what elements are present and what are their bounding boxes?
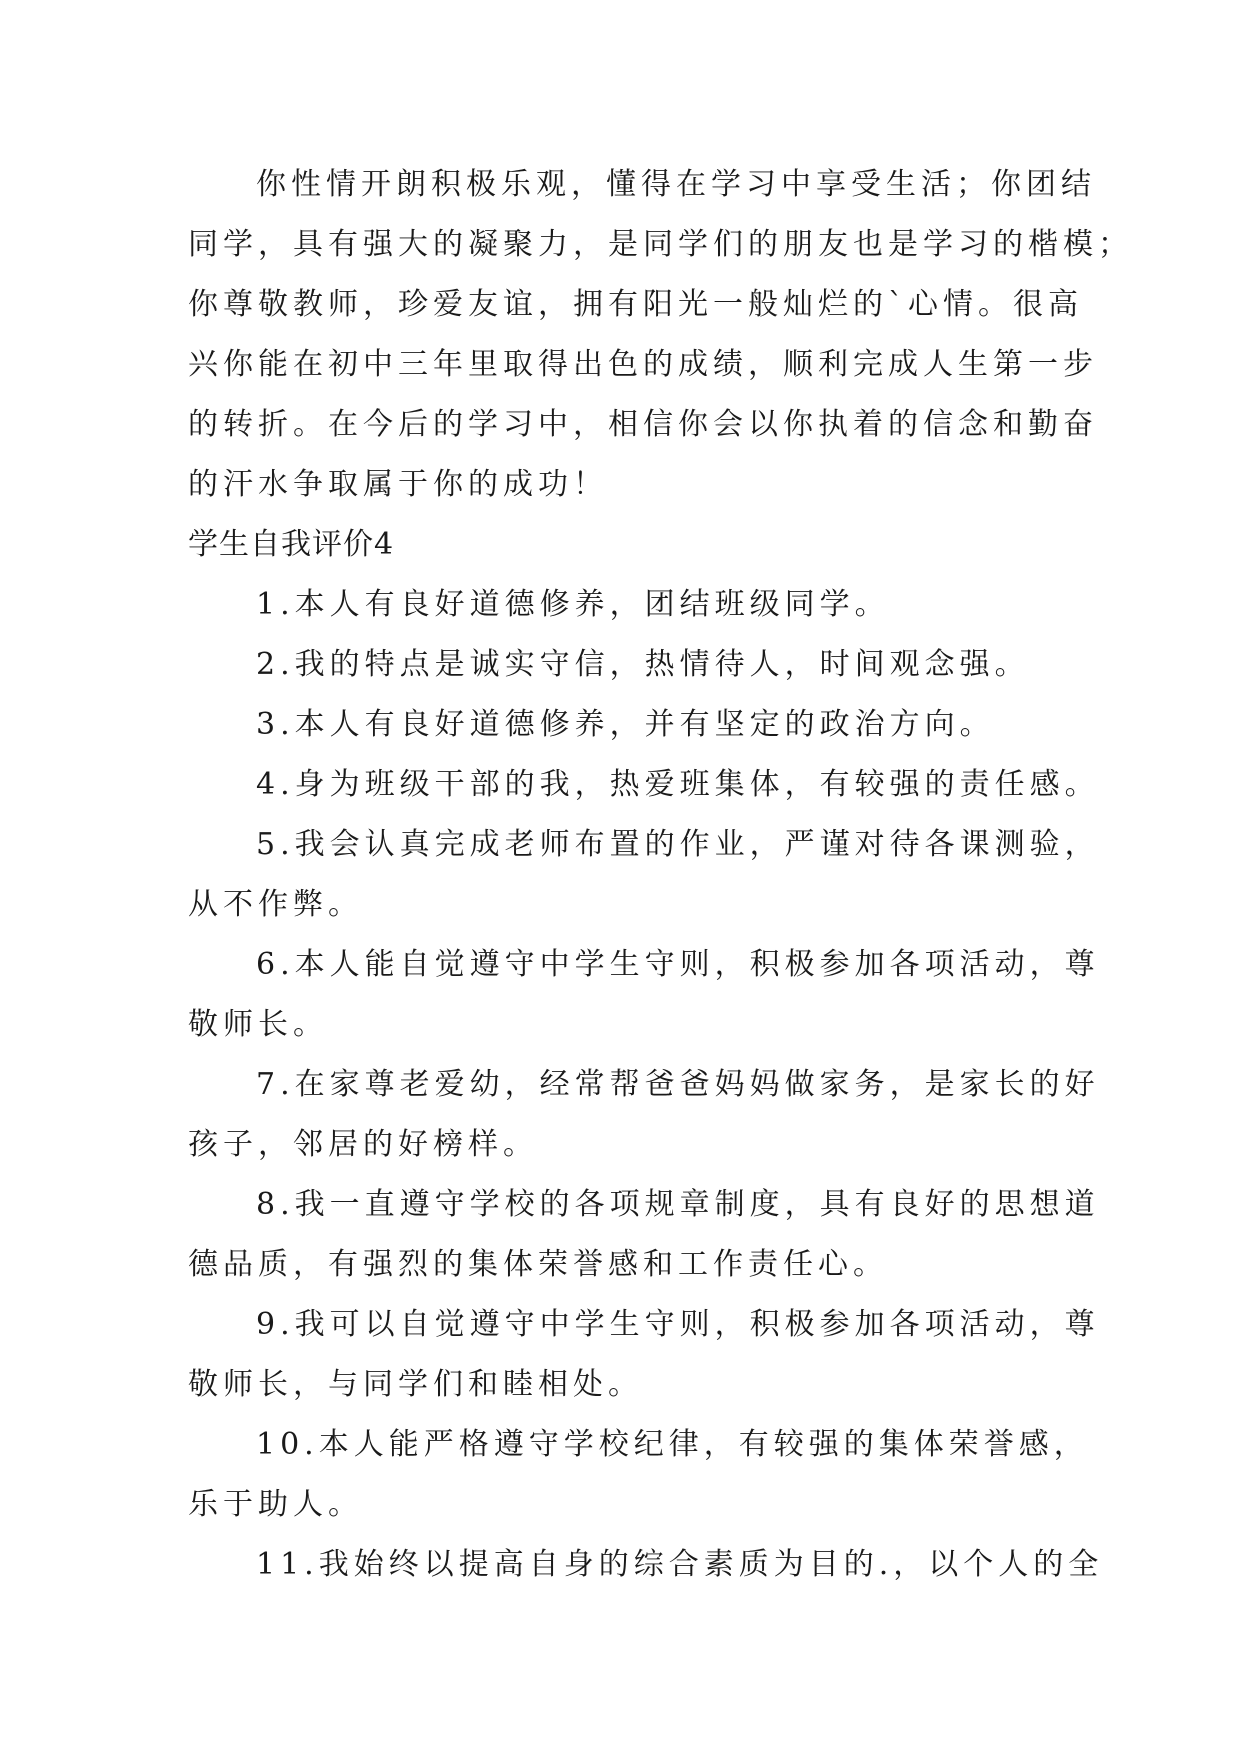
list-item: 7.在家尊老爱幼，经常帮爸爸妈妈做家务，是家长的好: [256, 1067, 1100, 1102]
section-title: 学生自我评价4: [188, 527, 395, 562]
list-item: 11.我始终以提高自身的综合素质为目的.，以个人的全: [256, 1547, 1104, 1582]
intro-line: 的汗水争取属于你的成功！: [188, 467, 608, 502]
list-item: 1.本人有良好道德修养，团结班级同学。: [256, 587, 890, 622]
list-item: 5.我会认真完成老师布置的作业，严谨对待各课测验，: [256, 827, 1100, 862]
list-item: 6.本人能自觉遵守中学生守则，积极参加各项活动，尊: [256, 947, 1100, 982]
list-item: 10.本人能严格遵守学校纪律，有较强的集体荣誉感，: [256, 1427, 1089, 1462]
list-item: 4.身为班级干部的我，热爱班集体，有较强的责任感。: [256, 767, 1100, 802]
intro-line: 的转折。在今后的学习中，相信你会以你执着的信念和勤奋: [188, 407, 1098, 442]
list-item: 8.我一直遵守学校的各项规章制度，具有良好的思想道: [256, 1187, 1100, 1222]
intro-line: 你性情开朗积极乐观，懂得在学习中享受生活；你团结: [256, 167, 1096, 202]
intro-line: 你尊敬教师，珍爱友谊，拥有阳光一般灿烂的`心情。很高: [188, 287, 1083, 322]
list-item-continuation: 孩子，邻居的好榜样。: [188, 1127, 538, 1162]
intro-line: 兴你能在初中三年里取得出色的成绩，顺利完成人生第一步: [188, 347, 1098, 382]
list-item-continuation: 敬师长，与同学们和睦相处。: [188, 1367, 643, 1402]
list-item: 9.我可以自觉遵守中学生守则，积极参加各项活动，尊: [256, 1307, 1100, 1342]
list-item-continuation: 从不作弊。: [188, 887, 363, 922]
intro-line: 同学，具有强大的凝聚力，是同学们的朋友也是学习的楷模；: [188, 227, 1133, 262]
list-item-continuation: 德品质，有强烈的集体荣誉感和工作责任心。: [188, 1247, 888, 1282]
list-item-continuation: 敬师长。: [188, 1007, 328, 1042]
list-item: 2.我的特点是诚实守信，热情待人，时间观念强。: [256, 647, 1030, 682]
list-item: 3.本人有良好道德修养，并有坚定的政治方向。: [256, 707, 995, 742]
list-item-continuation: 乐于助人。: [188, 1487, 363, 1522]
